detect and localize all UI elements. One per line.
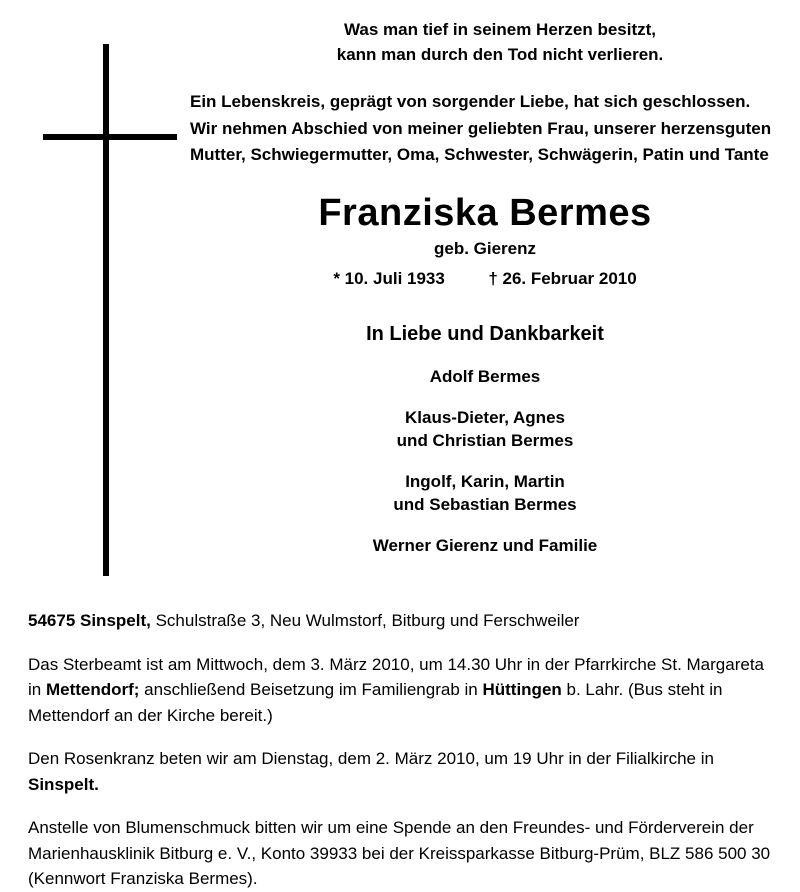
mourners-list: [190, 366, 780, 558]
info-paragraph: [28, 815, 776, 892]
address-rest: Schulstraße 3, Neu Wulmstorf, Bitburg und Ferschweiler: [150, 611, 580, 630]
mourner-group: [190, 407, 780, 453]
address-line: [28, 608, 776, 634]
mourner-line: Ingolf, Karin, Martin: [405, 472, 565, 492]
emphasis-text: Hüttingen: [482, 680, 562, 699]
mourner-line: Klaus-Dieter, Agnes: [405, 408, 565, 428]
cross-horizontal-bar: [43, 134, 177, 140]
death-date: † 26. Februar 2010: [488, 269, 637, 289]
lower-content: [28, 608, 776, 892]
mourner-line: Werner Gierenz und Familie: [372, 536, 598, 555]
mourner-line: Adolf Bermes: [429, 367, 541, 387]
thanks-heading: In Liebe und Dankbarkeit: [366, 323, 604, 346]
motto-block: [190, 18, 780, 67]
mourner-line: und Christian Bermes: [396, 431, 574, 451]
cross-icon: [0, 0, 180, 600]
motto-line-1: Was man tief in seinem Herzen besitzt,: [343, 20, 657, 39]
motto-line-2: kann man durch den Tod nicht verlieren.: [336, 44, 664, 64]
mourner-group: [190, 535, 780, 558]
body-text: anschließend Beisetzung im Familiengrab in: [139, 680, 483, 699]
mourner-group: [190, 366, 780, 389]
info-paragraphs: [28, 652, 776, 892]
body-text: Anstelle von Blumenschmuck bitten wir um eine Spende an den Freundes- und Förderverein der Marienhausklinik Bitburg e. V., Konto 39933 bei der Kreissparkasse Bitburg-Prüm, BLZ 586 500 30 (Kennwort Franziska Bermes).: [28, 818, 771, 888]
birth-date: * 10. Juli 1933: [333, 269, 445, 289]
body-text: Den Rosenkranz beten wir am Dienstag, dem 2. März 2010, um 19 Uhr in der Filialkirche in: [28, 749, 714, 768]
body-text: Das Sterbeamt ist am Mittwoch, dem 3. März 2010, um 14.30 Uhr in der Pfarrkirche St. Margareta in: [28, 654, 765, 699]
info-paragraph: [28, 652, 776, 729]
address-postal-place: 54675 Sinspelt,: [28, 611, 151, 630]
deceased-maiden-name: geb. Gierenz: [433, 239, 537, 259]
cross-vertical-bar: [103, 44, 109, 576]
upper-content: [190, 18, 780, 576]
emphasis-text: Sinspelt.: [28, 774, 99, 794]
body-text: b. Lahr. (Bus steht in Mettendorf an der Kirche bereit.): [28, 680, 723, 725]
emphasis-text: Mettendorf;: [45, 680, 140, 699]
info-paragraph: [28, 746, 776, 797]
intro-paragraph: Ein Lebenskreis, geprägt von sorgender Liebe, hat sich geschlossen. Wir nehmen Abschied von meiner geliebten Frau, unserer herzensguten Mutter, Schwiegermutter, Oma, Schwester, Schwägerin, Patin und Tante: [190, 92, 772, 164]
mourner-line: und Sebastian Bermes: [393, 495, 577, 515]
deceased-name: Franziska Bermes: [318, 192, 652, 235]
mourner-group: [190, 471, 780, 517]
life-dates: [190, 269, 780, 289]
